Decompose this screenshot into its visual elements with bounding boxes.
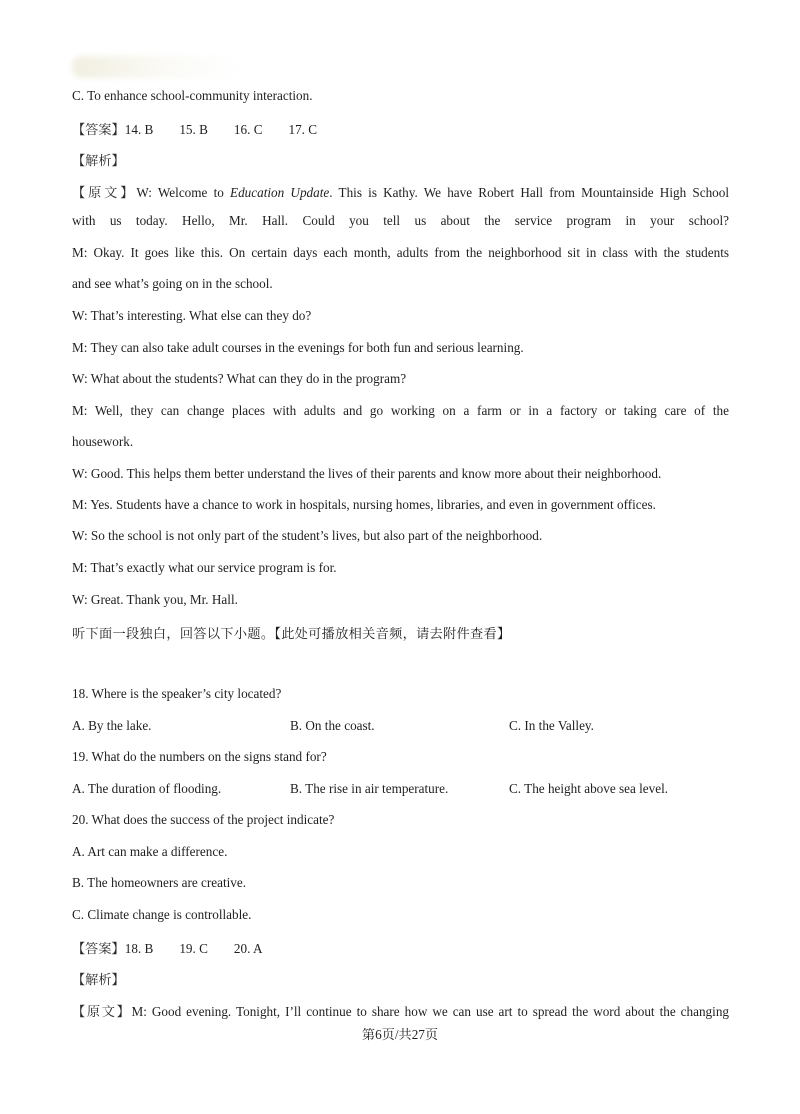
transcript-text: . This is Kathy. We have Robert Hall from Mountainside High School xyxy=(329,185,730,200)
answer-item: 19. C xyxy=(179,941,208,956)
transcript-line: W: So the school is not only part of the student’s lives, but also part of the neighborhood. xyxy=(72,528,543,543)
question-stem: 18. Where is the speaker’s city located? xyxy=(72,686,282,701)
analysis-label-1: 【解析】 xyxy=(72,153,125,168)
transcript-line: W: That’s interesting. What else can they do? xyxy=(72,308,312,323)
transcript-text: W: Welcome to xyxy=(136,185,231,200)
answer-item: 17. C xyxy=(288,122,318,137)
transcript-line: M: Well, they can change places with adults and go working on a farm or in a factory or taking care of the xyxy=(72,403,729,418)
question-option: A. The duration of flooding. xyxy=(72,781,222,796)
analysis-label-2: 【解析】 xyxy=(72,972,125,987)
question-option: A. By the lake. xyxy=(72,718,152,733)
question-option: B. On the coast. xyxy=(290,718,375,733)
question-option: C. The height above sea level. xyxy=(509,781,669,796)
answer-label: 【答案】 xyxy=(72,122,125,137)
page-number: 第6页/共27页 xyxy=(361,1027,439,1042)
transcript-line: M: That’s exactly what our service program is for. xyxy=(72,560,337,575)
transcript-label: 【原文】 xyxy=(72,1004,132,1019)
answer-item: 14. B xyxy=(124,122,154,137)
answer-line-1 xyxy=(72,119,317,138)
question-stem: 20. What does the success of the project indicate? xyxy=(72,812,335,827)
transcript-line: with us today. Hello, Mr. Hall. Could you tell us about the service program in your school? xyxy=(72,213,729,228)
answer-item: 18. B xyxy=(124,941,154,956)
transcript-line xyxy=(72,1001,729,1020)
question-option: B. The rise in air temperature. xyxy=(290,781,449,796)
transcript-line: W: Great. Thank you, Mr. Hall. xyxy=(72,592,238,607)
program-name: Education Update xyxy=(230,185,330,200)
transcript-line: housework. xyxy=(72,434,134,449)
question-option: C. Climate change is controllable. xyxy=(72,907,252,922)
transcript-line: W: Good. This helps them better understand the lives of their parents and know more about their neighborhood. xyxy=(72,466,662,481)
audio-instruction: 听下面一段独白，回答以下小题。【此处可播放相关音频，请去附件查看】 xyxy=(72,626,511,641)
question-option: A. Art can make a difference. xyxy=(72,844,228,859)
answer-item: 16. C xyxy=(233,122,263,137)
answer-item: 15. B xyxy=(179,122,208,137)
transcript-line: W: What about the students? What can they do in the program? xyxy=(72,371,407,386)
transcript-line: M: They can also take adult courses in the evenings for both fun and serious learning. xyxy=(72,340,524,355)
answer-line-2 xyxy=(72,938,262,957)
question-option: C. In the Valley. xyxy=(509,718,594,733)
transcript-text: M: Good evening. Tonight, I’ll continue to share how we can use art to spread the word about the changing xyxy=(131,1004,730,1019)
option-c-line: C. To enhance school-community interaction. xyxy=(72,88,313,103)
answer-label: 【答案】 xyxy=(72,941,125,956)
question-option: B. The homeowners are creative. xyxy=(72,875,247,890)
transcript-line xyxy=(72,182,729,201)
question-stem: 19. What do the numbers on the signs stand for? xyxy=(72,749,327,764)
transcript-label: 【原文】 xyxy=(72,185,137,200)
transcript-line: and see what’s going on in the school. xyxy=(72,276,273,291)
scan-smudge xyxy=(72,56,242,78)
transcript-line: M: Yes. Students have a chance to work in hospitals, nursing homes, libraries, and even in government offices. xyxy=(72,497,656,512)
transcript-line: M: Okay. It goes like this. On certain days each month, adults from the neighborhood sit in class with the students xyxy=(72,245,729,260)
answer-item: 20. A xyxy=(233,941,263,956)
